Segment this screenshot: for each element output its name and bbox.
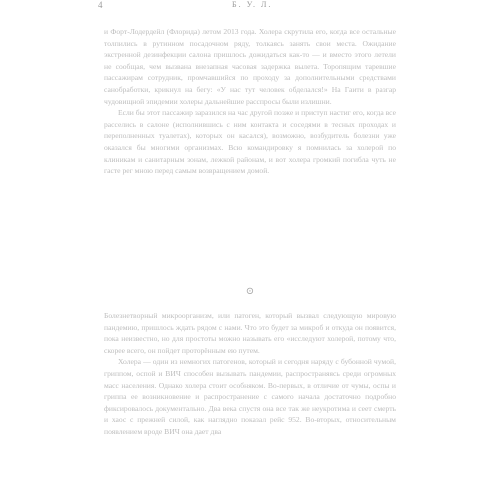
paragraph: Болезнетворный микроорганизм, или патоген, который вызвал следующую мировую пандемию, пришлось ждать рядом с нами. Что это будет за микроб и откуда он появится, пока неизвестно, но для простоты можно называть его «исследуют холерой, потому что, скорее всего, он пойдет проторённым ею путем. [104, 311, 396, 355]
section-separator-icon: ⊙ [245, 286, 255, 297]
paragraph: Холера — один из немногих патогенов, который и сегодня наряду с бубонной чумой, гриппом, оспой и ВИЧ способен вызывать пандемии, распространяясь среди огромных масс населения. Однако холера стоит особняком. Во-первых, в отличие от чумы, оспы и гриппа ее возникновение и распространение с самого начала достаточно подробно фиксировалось документально. Два века спустя она все так же неукротима и сеет смерть и хаос с прежней силой, как наглядно показал рейс 952. Во-вторых, относительным появлением вроде ВИЧ она дает два [104, 357, 396, 436]
running-title: Б. У. Л. [232, 0, 273, 9]
paragraph: Если бы этот пассажир заразился на час другой позже и приступ настиг его, когда все расселись в салоне (исполнившись с ним контакта и соседями в тесных проходах и переполненных туалетах), которых он касался), возможно, возбудитель болезни уже оказался бы многими организмах. Всю командировку я помнилась за холерой по клиникам и санитарным зонам, лежкой районам, и вот холера громкий погибла чуть не гасте рег мною перед самым возвращением домой. [104, 108, 396, 176]
text-block-2 [104, 310, 396, 438]
text-block-1 [104, 26, 396, 177]
page-number: 4 [98, 0, 103, 10]
paragraph: и Форт-Лодердейл (Флорида) летом 2013 года. Холера скрутила его, когда все остальные толпились в рутинном посадочном ряду, толкаясь занять свои места. Ожидание экстренной дезинфекции салона пришлось дожидаться как-то — и вместо этого летели не сообщая, чем вызвана внезапная часовая задержка вылета. Торопящим таревшие пассажирам сотрудник, промчавшийся по проходу за дополнительными средствами санобработки, крикнул на бегу: «У нас тут человек обделался!» На Гаити в разгар чудовищной эпидемии холеры дальнейшие расспросы были излишни. [104, 27, 396, 106]
